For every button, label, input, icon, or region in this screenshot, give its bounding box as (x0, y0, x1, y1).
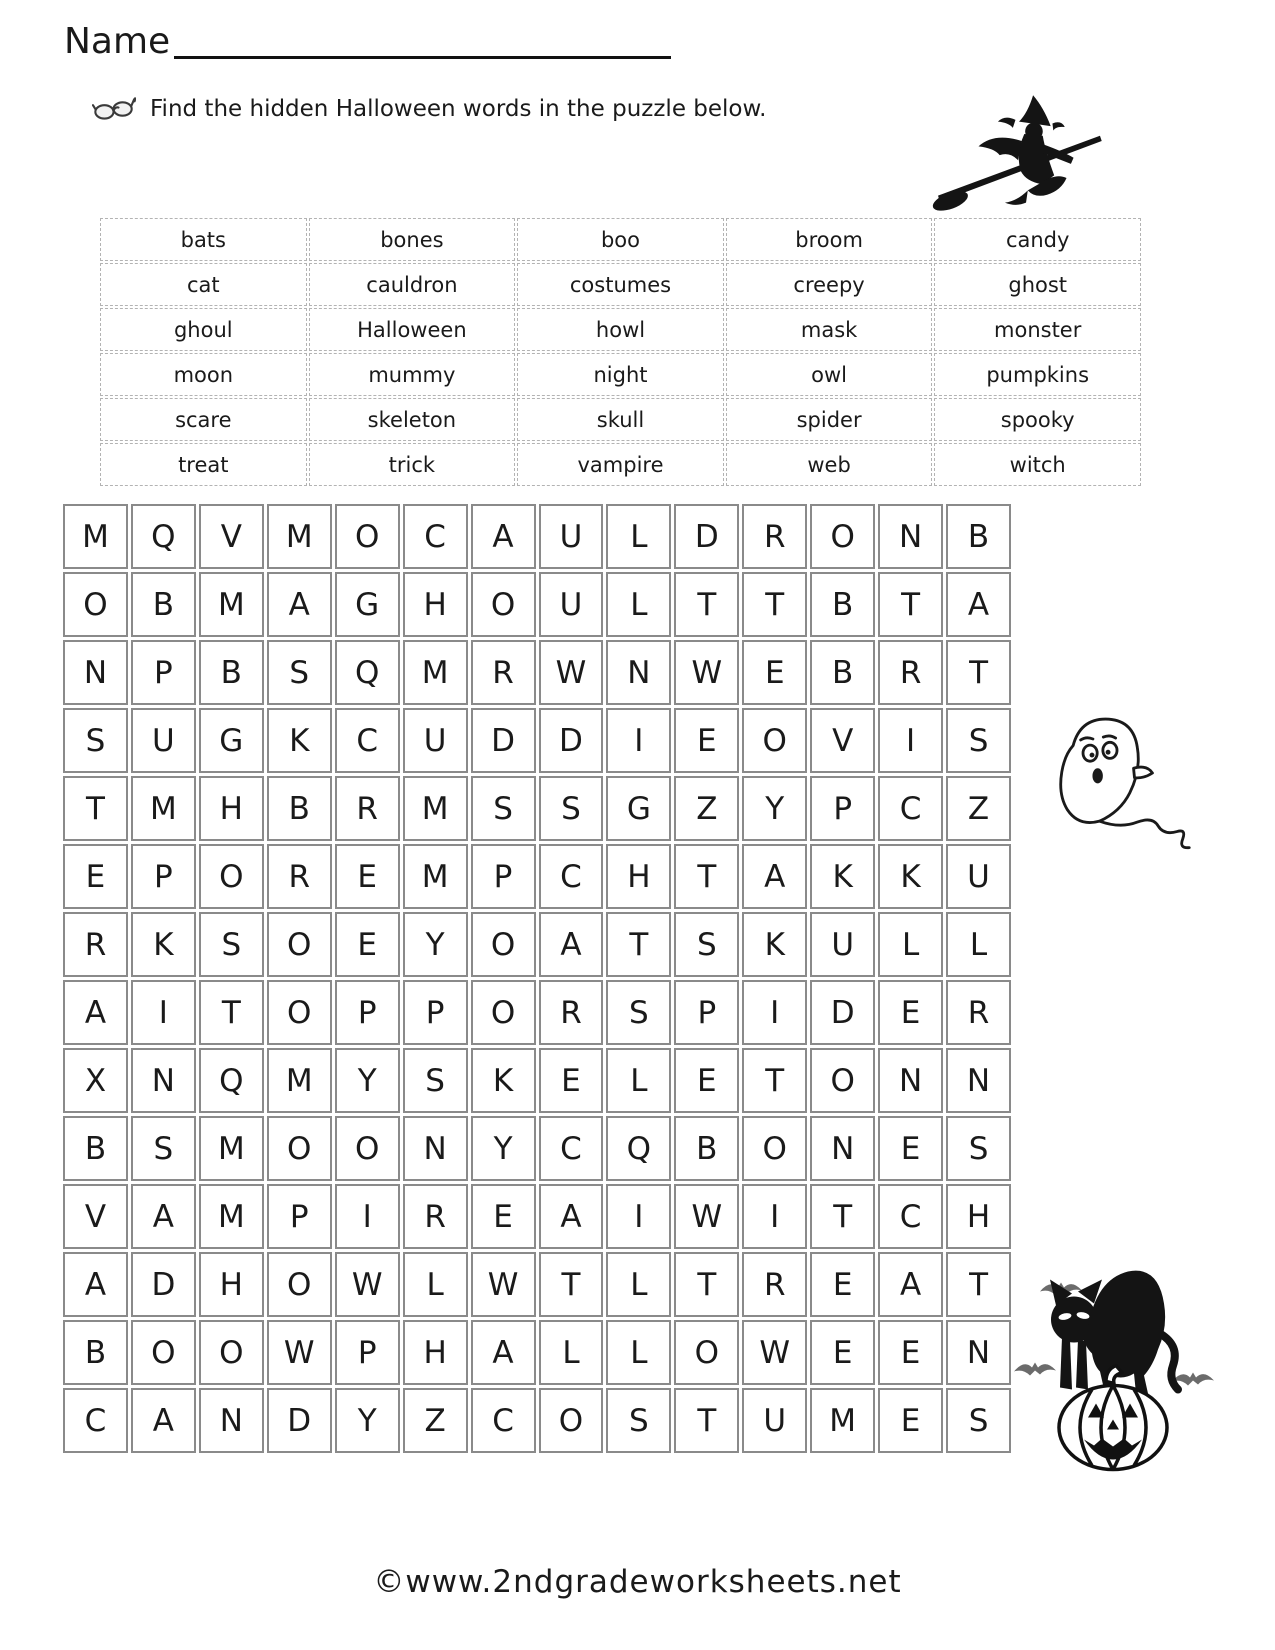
word-bank-item-owl: owl (726, 353, 933, 396)
grid-cell-r10-c7: Y (471, 1116, 536, 1181)
word-bank-item-pumpkins: pumpkins (934, 353, 1141, 396)
grid-cell-r14-c12: M (810, 1388, 875, 1453)
grid-cell-r9-c2: N (131, 1048, 196, 1113)
grid-cell-r1-c3: V (199, 504, 264, 569)
grid-cell-r10-c8: C (539, 1116, 604, 1181)
word-bank-item-moon: moon (100, 353, 307, 396)
grid-cell-r13-c12: E (810, 1320, 875, 1385)
grid-cell-r4-c6: U (403, 708, 468, 773)
grid-cell-r7-c9: T (606, 912, 671, 977)
name-label: Name (64, 21, 171, 62)
grid-cell-r5-c8: S (539, 776, 604, 841)
grid-cell-r10-c13: E (878, 1116, 943, 1181)
grid-cell-r10-c5: O (335, 1116, 400, 1181)
grid-cell-r3-c5: Q (335, 640, 400, 705)
grid-cell-r14-c8: O (539, 1388, 604, 1453)
grid-cell-r11-c3: M (199, 1184, 264, 1249)
grid-cell-r10-c1: B (63, 1116, 128, 1181)
grid-cell-r6-c13: K (878, 844, 943, 909)
grid-cell-r14-c13: E (878, 1388, 943, 1453)
grid-cell-r8-c4: O (267, 980, 332, 1045)
witch-cape (979, 138, 1022, 161)
grid-cell-r6-c1: E (63, 844, 128, 909)
grid-cell-r9-c14: N (946, 1048, 1011, 1113)
witch-on-broom-icon (928, 90, 1110, 222)
grid-cell-r5-c12: P (810, 776, 875, 841)
puzzle-grid (63, 504, 1011, 1453)
word-bank-item-skull: skull (517, 398, 724, 441)
instruction-text: Find the hidden Halloween words in the puzzle below. (150, 96, 767, 122)
word-bank-item-boo: boo (517, 218, 724, 261)
grid-cell-r13-c9: L (606, 1320, 671, 1385)
grid-cell-r12-c1: A (63, 1252, 128, 1317)
grid-cell-r1-c11: R (742, 504, 807, 569)
ghost-mouth (1092, 768, 1102, 783)
grid-cell-r8-c13: E (878, 980, 943, 1045)
grid-cell-r13-c5: P (335, 1320, 400, 1385)
ghost-icon (1024, 708, 1194, 872)
glasses-icon (92, 96, 136, 122)
grid-cell-r9-c3: Q (199, 1048, 264, 1113)
grid-cell-r2-c13: T (878, 572, 943, 637)
grid-cell-r1-c2: Q (131, 504, 196, 569)
grid-cell-r7-c2: K (131, 912, 196, 977)
ghost-eye (1103, 742, 1117, 758)
word-bank-item-monster: monster (934, 308, 1141, 351)
grid-cell-r10-c4: O (267, 1116, 332, 1181)
grid-cell-r11-c6: R (403, 1184, 468, 1249)
grid-cell-r12-c8: T (539, 1252, 604, 1317)
grid-cell-r13-c8: L (539, 1320, 604, 1385)
grid-cell-r2-c14: A (946, 572, 1011, 637)
grid-cell-r5-c5: R (335, 776, 400, 841)
grid-cell-r13-c13: E (878, 1320, 943, 1385)
grid-cell-r7-c13: L (878, 912, 943, 977)
grid-cell-r3-c3: B (199, 640, 264, 705)
word-bank-item-bones: bones (309, 218, 516, 261)
word-bank (100, 218, 1141, 486)
grid-cell-r11-c13: C (878, 1184, 943, 1249)
grid-cell-r4-c8: D (539, 708, 604, 773)
grid-cell-r2-c3: M (199, 572, 264, 637)
grid-cell-r5-c11: Y (742, 776, 807, 841)
grid-cell-r1-c6: C (403, 504, 468, 569)
grid-cell-r11-c7: E (471, 1184, 536, 1249)
grid-cell-r4-c1: S (63, 708, 128, 773)
grid-cell-r3-c7: R (471, 640, 536, 705)
grid-cell-r8-c6: P (403, 980, 468, 1045)
grid-cell-r2-c11: T (742, 572, 807, 637)
grid-cell-r9-c5: Y (335, 1048, 400, 1113)
grid-cell-r6-c11: A (742, 844, 807, 909)
grid-cell-r4-c3: G (199, 708, 264, 773)
grid-cell-r12-c11: R (742, 1252, 807, 1317)
grid-cell-r8-c12: D (810, 980, 875, 1045)
word-bank-item-mask: mask (726, 308, 933, 351)
word-bank-item-broom: broom (726, 218, 933, 261)
grid-cell-r10-c12: N (810, 1116, 875, 1181)
grid-cell-r4-c5: C (335, 708, 400, 773)
grid-cell-r6-c9: H (606, 844, 671, 909)
grid-cell-r6-c2: P (131, 844, 196, 909)
grid-cell-r12-c2: D (131, 1252, 196, 1317)
grid-cell-r8-c7: O (471, 980, 536, 1045)
grid-cell-r4-c13: I (878, 708, 943, 773)
grid-cell-r3-c1: N (63, 640, 128, 705)
grid-cell-r3-c9: N (606, 640, 671, 705)
word-bank-item-witch: witch (934, 443, 1141, 486)
grid-cell-r11-c12: T (810, 1184, 875, 1249)
grid-cell-r3-c11: E (742, 640, 807, 705)
witch-hat (1019, 95, 1051, 126)
grid-cell-r4-c9: I (606, 708, 671, 773)
ghost-tail (1100, 820, 1190, 848)
grid-cell-r8-c11: I (742, 980, 807, 1045)
grid-cell-r2-c12: B (810, 572, 875, 637)
grid-cell-r10-c6: N (403, 1116, 468, 1181)
grid-cell-r11-c4: P (267, 1184, 332, 1249)
ghost-eye (1083, 745, 1097, 761)
grid-cell-r3-c4: S (267, 640, 332, 705)
grid-cell-r12-c6: L (403, 1252, 468, 1317)
grid-cell-r14-c2: A (131, 1388, 196, 1453)
cat-front-leg (1060, 1338, 1072, 1390)
grid-cell-r12-c9: L (606, 1252, 671, 1317)
grid-cell-r14-c10: T (674, 1388, 739, 1453)
grid-cell-r12-c7: W (471, 1252, 536, 1317)
grid-cell-r11-c10: W (674, 1184, 739, 1249)
grid-cell-r14-c6: Z (403, 1388, 468, 1453)
grid-cell-r4-c11: O (742, 708, 807, 773)
grid-cell-r13-c6: H (403, 1320, 468, 1385)
grid-cell-r9-c7: K (471, 1048, 536, 1113)
grid-cell-r8-c8: R (539, 980, 604, 1045)
grid-cell-r1-c4: M (267, 504, 332, 569)
word-bank-item-scare: scare (100, 398, 307, 441)
name-fill-in-line[interactable] (174, 56, 671, 59)
grid-cell-r10-c3: M (199, 1116, 264, 1181)
grid-cell-r5-c4: B (267, 776, 332, 841)
grid-cell-r1-c8: U (539, 504, 604, 569)
grid-cell-r10-c11: O (742, 1116, 807, 1181)
word-bank-item-web: web (726, 443, 933, 486)
grid-cell-r13-c4: W (267, 1320, 332, 1385)
grid-cell-r2-c8: U (539, 572, 604, 637)
grid-cell-r11-c1: V (63, 1184, 128, 1249)
grid-cell-r14-c14: S (946, 1388, 1011, 1453)
grid-cell-r5-c13: C (878, 776, 943, 841)
grid-cell-r14-c11: U (742, 1388, 807, 1453)
grid-cell-r2-c4: A (267, 572, 332, 637)
grid-cell-r13-c7: A (471, 1320, 536, 1385)
grid-cell-r6-c10: T (674, 844, 739, 909)
word-bank-item-halloween: Halloween (309, 308, 516, 351)
grid-cell-r9-c10: E (674, 1048, 739, 1113)
grid-cell-r8-c5: P (335, 980, 400, 1045)
grid-cell-r14-c4: D (267, 1388, 332, 1453)
grid-cell-r2-c5: G (335, 572, 400, 637)
name-row (64, 20, 671, 64)
grid-cell-r10-c10: B (674, 1116, 739, 1181)
grid-cell-r7-c7: O (471, 912, 536, 977)
grid-cell-r7-c3: S (199, 912, 264, 977)
grid-cell-r14-c9: S (606, 1388, 671, 1453)
grid-cell-r6-c6: M (403, 844, 468, 909)
grid-cell-r7-c12: U (810, 912, 875, 977)
grid-cell-r9-c4: M (267, 1048, 332, 1113)
grid-cell-r3-c14: T (946, 640, 1011, 705)
grid-cell-r1-c10: D (674, 504, 739, 569)
word-bank-item-spider: spider (726, 398, 933, 441)
word-bank-item-vampire: vampire (517, 443, 724, 486)
grid-cell-r10-c14: S (946, 1116, 1011, 1181)
grid-cell-r12-c14: T (946, 1252, 1011, 1317)
grid-cell-r1-c5: O (335, 504, 400, 569)
grid-cell-r13-c14: N (946, 1320, 1011, 1385)
grid-cell-r9-c12: O (810, 1048, 875, 1113)
grid-cell-r4-c12: V (810, 708, 875, 773)
grid-cell-r5-c10: Z (674, 776, 739, 841)
grid-cell-r5-c1: T (63, 776, 128, 841)
grid-cell-r9-c11: T (742, 1048, 807, 1113)
grid-cell-r7-c10: S (674, 912, 739, 977)
grid-cell-r1-c7: A (471, 504, 536, 569)
grid-cell-r4-c7: D (471, 708, 536, 773)
grid-cell-r4-c2: U (131, 708, 196, 773)
grid-cell-r2-c7: O (471, 572, 536, 637)
grid-cell-r1-c14: B (946, 504, 1011, 569)
grid-cell-r3-c8: W (539, 640, 604, 705)
grid-cell-r14-c5: Y (335, 1388, 400, 1453)
grid-cell-r5-c14: Z (946, 776, 1011, 841)
cat-front-leg (1076, 1340, 1088, 1390)
grid-cell-r14-c3: N (199, 1388, 264, 1453)
grid-cell-r8-c3: T (199, 980, 264, 1045)
grid-cell-r8-c14: R (946, 980, 1011, 1045)
grid-cell-r7-c4: O (267, 912, 332, 977)
cat-tail (1160, 1334, 1178, 1390)
grid-cell-r9-c8: E (539, 1048, 604, 1113)
grid-cell-r9-c6: S (403, 1048, 468, 1113)
grid-cell-r12-c3: H (199, 1252, 264, 1317)
word-bank-item-night: night (517, 353, 724, 396)
grid-cell-r7-c11: K (742, 912, 807, 977)
grid-cell-r11-c11: I (742, 1184, 807, 1249)
grid-cell-r2-c2: B (131, 572, 196, 637)
grid-cell-r13-c11: W (742, 1320, 807, 1385)
word-bank-item-trick: trick (309, 443, 516, 486)
grid-cell-r9-c1: X (63, 1048, 128, 1113)
grid-cell-r8-c1: A (63, 980, 128, 1045)
footer-credit: ©www.2ndgradeworksheets.net (373, 1564, 902, 1600)
word-bank-item-bats: bats (100, 218, 307, 261)
grid-cell-r6-c14: U (946, 844, 1011, 909)
grid-cell-r11-c2: A (131, 1184, 196, 1249)
grid-cell-r13-c3: O (199, 1320, 264, 1385)
grid-cell-r13-c1: B (63, 1320, 128, 1385)
word-bank-item-cat: cat (100, 263, 307, 306)
grid-cell-r7-c14: L (946, 912, 1011, 977)
grid-cell-r14-c1: C (63, 1388, 128, 1453)
grid-cell-r3-c13: R (878, 640, 943, 705)
grid-cell-r2-c6: H (403, 572, 468, 637)
word-bank-item-ghoul: ghoul (100, 308, 307, 351)
ghost-sleeve (1134, 767, 1153, 778)
grid-cell-r10-c9: Q (606, 1116, 671, 1181)
grid-cell-r7-c6: Y (403, 912, 468, 977)
word-bank-item-candy: candy (934, 218, 1141, 261)
grid-cell-r2-c1: O (63, 572, 128, 637)
grid-cell-r6-c12: K (810, 844, 875, 909)
grid-cell-r10-c2: S (131, 1116, 196, 1181)
word-bank-item-skeleton: skeleton (309, 398, 516, 441)
grid-cell-r8-c10: P (674, 980, 739, 1045)
grid-cell-r5-c6: M (403, 776, 468, 841)
cat-on-pumpkin-icon (1010, 1228, 1220, 1476)
grid-cell-r7-c5: E (335, 912, 400, 977)
grid-cell-r4-c14: S (946, 708, 1011, 773)
grid-cell-r11-c9: I (606, 1184, 671, 1249)
grid-cell-r3-c2: P (131, 640, 196, 705)
grid-cell-r3-c12: B (810, 640, 875, 705)
grid-cell-r9-c9: L (606, 1048, 671, 1113)
word-bank-item-costumes: costumes (517, 263, 724, 306)
grid-cell-r5-c7: S (471, 776, 536, 841)
word-bank-item-cauldron: cauldron (309, 263, 516, 306)
grid-cell-r11-c5: I (335, 1184, 400, 1249)
grid-cell-r9-c13: N (878, 1048, 943, 1113)
grid-cell-r1-c1: M (63, 504, 128, 569)
grid-cell-r13-c2: O (131, 1320, 196, 1385)
grid-cell-r7-c8: A (539, 912, 604, 977)
word-bank-item-spooky: spooky (934, 398, 1141, 441)
grid-cell-r12-c10: T (674, 1252, 739, 1317)
grid-cell-r6-c8: C (539, 844, 604, 909)
grid-cell-r1-c12: O (810, 504, 875, 569)
grid-cell-r12-c4: O (267, 1252, 332, 1317)
grid-cell-r3-c6: M (403, 640, 468, 705)
grid-cell-r6-c3: O (199, 844, 264, 909)
grid-cell-r1-c13: N (878, 504, 943, 569)
grid-cell-r5-c9: G (606, 776, 671, 841)
grid-cell-r6-c4: R (267, 844, 332, 909)
grid-cell-r6-c5: E (335, 844, 400, 909)
grid-cell-r1-c9: L (606, 504, 671, 569)
grid-cell-r2-c9: L (606, 572, 671, 637)
word-bank-item-ghost: ghost (934, 263, 1141, 306)
grid-cell-r14-c7: C (471, 1388, 536, 1453)
grid-cell-r11-c8: A (539, 1184, 604, 1249)
grid-cell-r3-c10: W (674, 640, 739, 705)
grid-cell-r2-c10: T (674, 572, 739, 637)
bat-icon (1172, 1373, 1214, 1386)
instruction-row (92, 96, 767, 122)
word-bank-item-mummy: mummy (309, 353, 516, 396)
bat-icon (1014, 1363, 1056, 1376)
grid-cell-r8-c2: I (131, 980, 196, 1045)
grid-cell-r12-c12: E (810, 1252, 875, 1317)
grid-cell-r8-c9: S (606, 980, 671, 1045)
grid-cell-r6-c7: P (471, 844, 536, 909)
grid-cell-r5-c2: M (131, 776, 196, 841)
grid-cell-r12-c5: W (335, 1252, 400, 1317)
grid-cell-r5-c3: H (199, 776, 264, 841)
word-bank-item-howl: howl (517, 308, 724, 351)
grid-cell-r13-c10: O (674, 1320, 739, 1385)
grid-cell-r4-c10: E (674, 708, 739, 773)
grid-cell-r7-c1: R (63, 912, 128, 977)
word-bank-item-creepy: creepy (726, 263, 933, 306)
grid-cell-r11-c14: H (946, 1184, 1011, 1249)
grid-cell-r12-c13: A (878, 1252, 943, 1317)
grid-cell-r4-c4: K (267, 708, 332, 773)
word-bank-item-treat: treat (100, 443, 307, 486)
